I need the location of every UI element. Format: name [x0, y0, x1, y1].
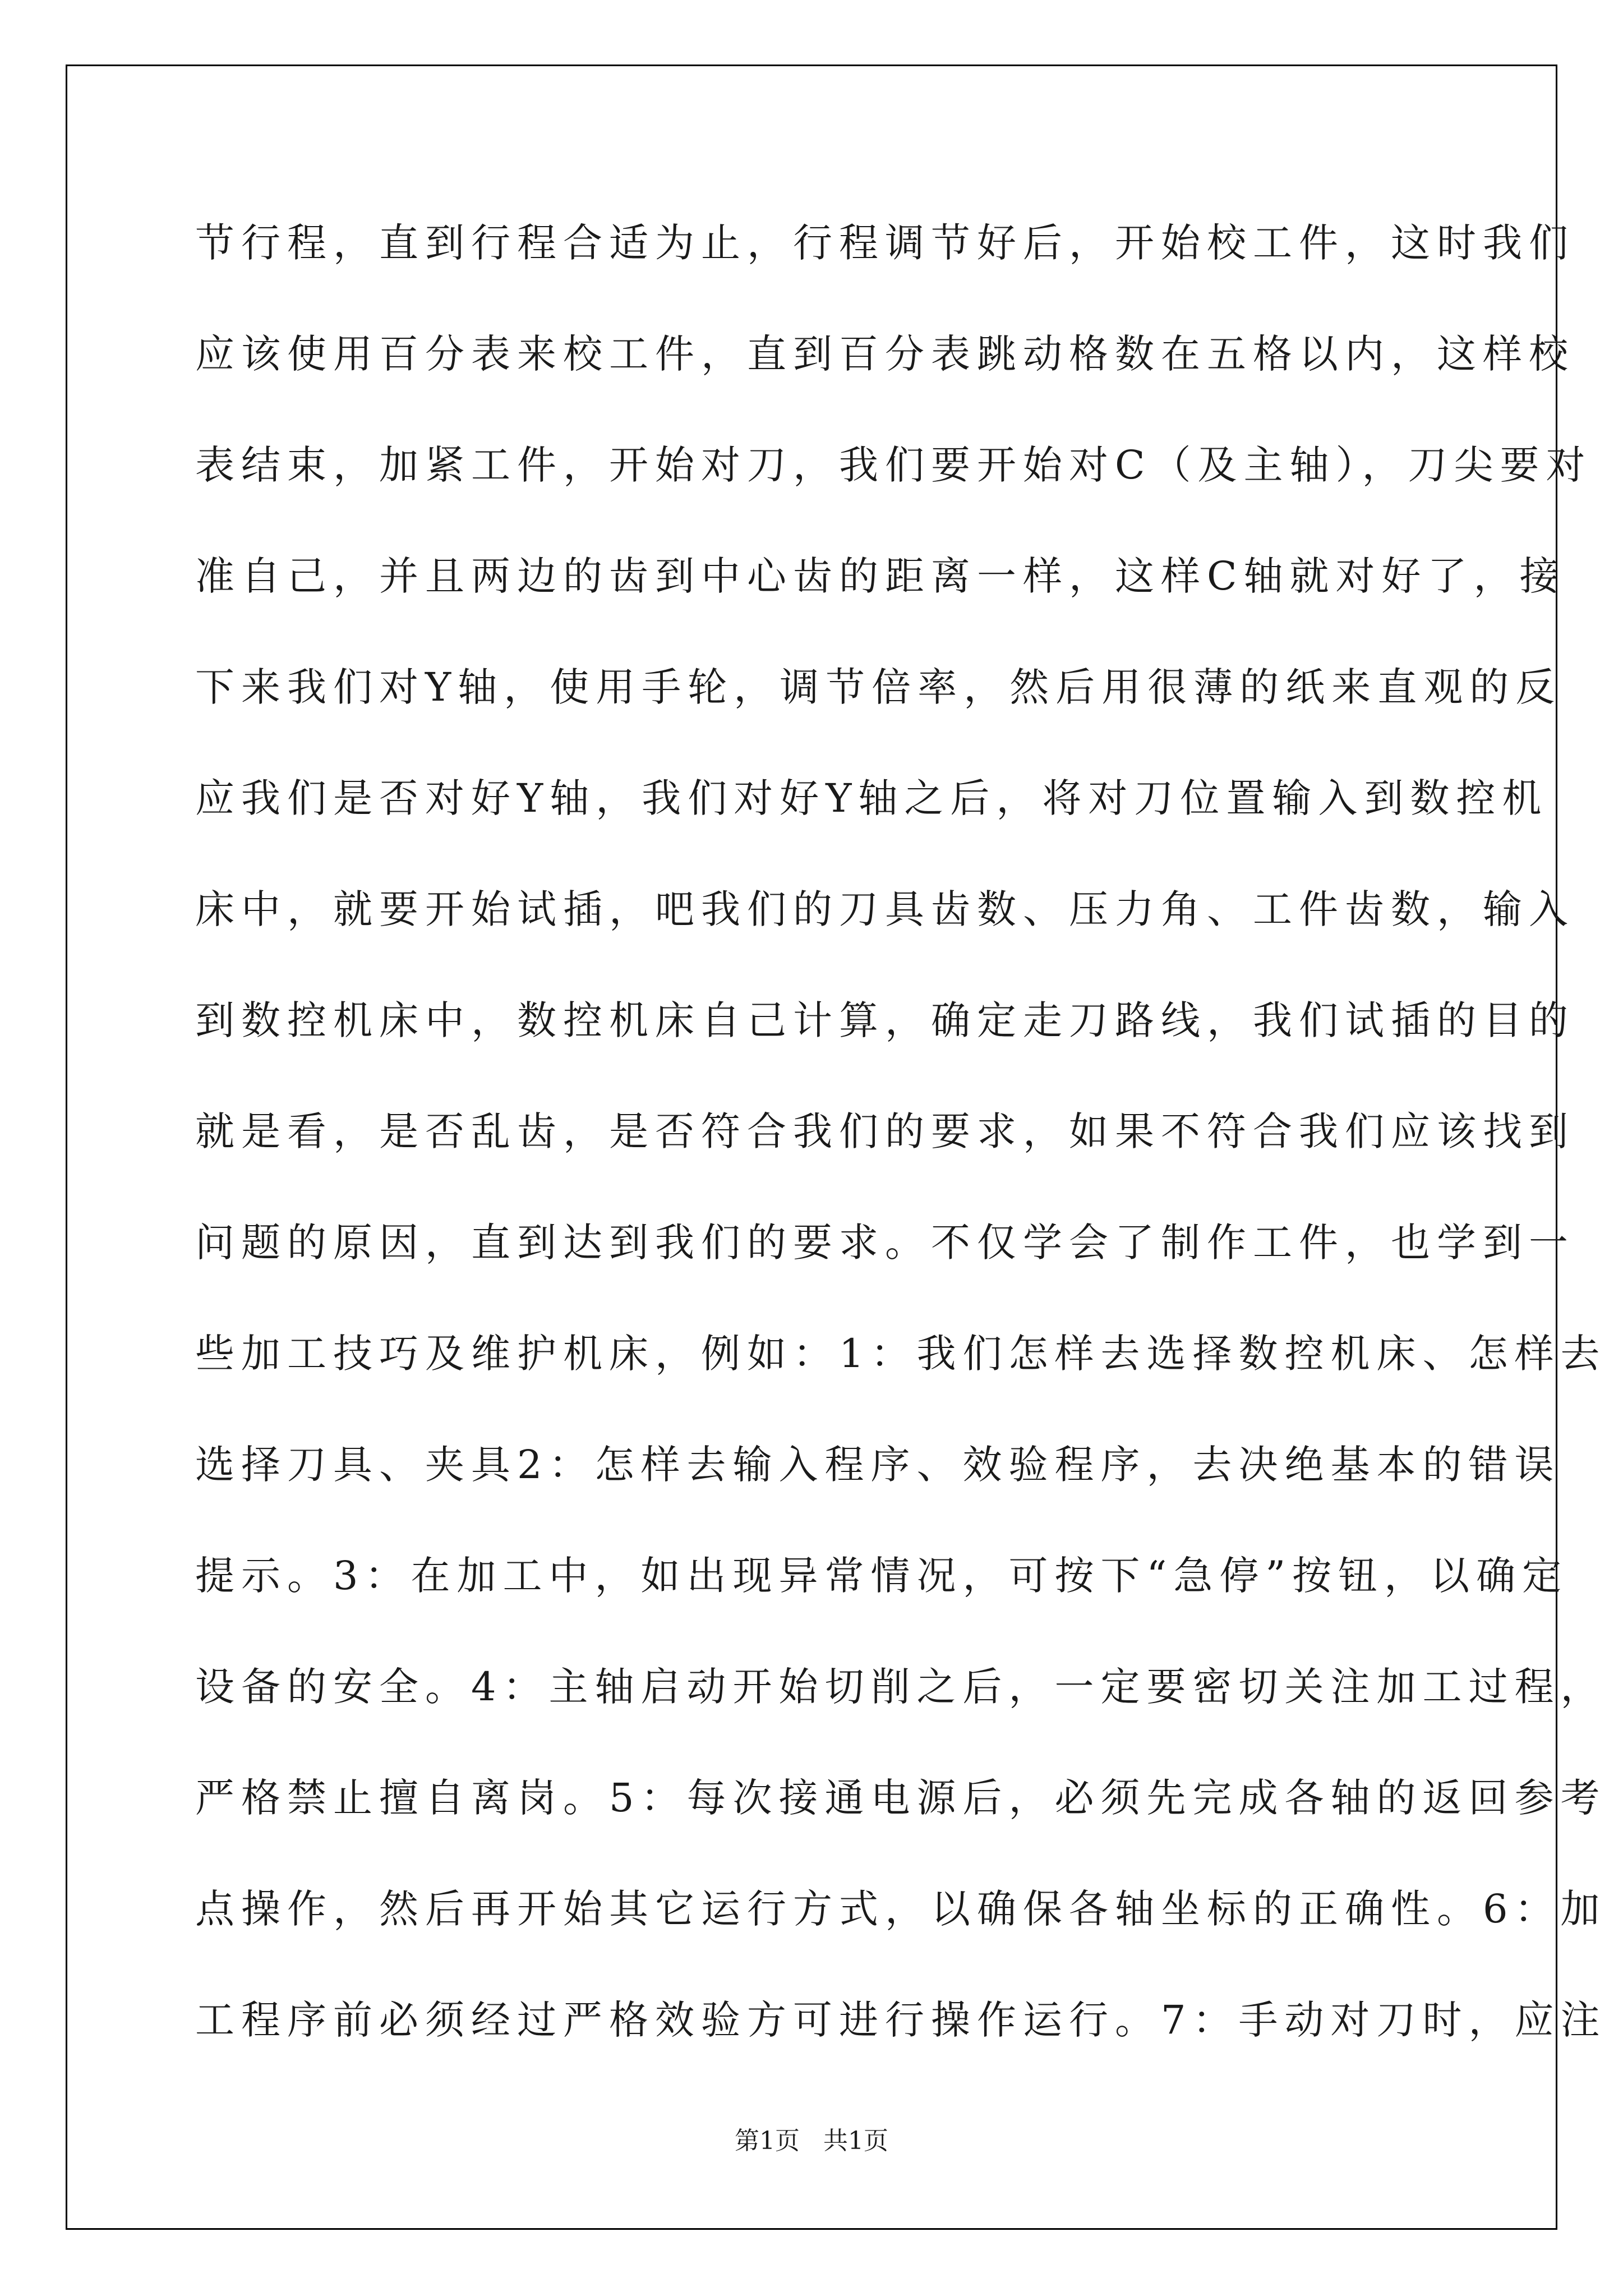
text-line: 下来我们对Y轴，使用手轮，调节倍率，然后用很薄的纸来直观的反 [195, 664, 1562, 710]
text-line: 严格禁止擅自离岗。5：每次接通电源后，必须先完成各轴的返回参考 [195, 1775, 1607, 1821]
text-line: 设备的安全。4：主轴启动开始切削之后，一定要密切关注加工过程， [195, 1664, 1607, 1710]
text-line: 节行程，直到行程合适为止，行程调节好后，开始校工件，这时我们 [195, 220, 1575, 266]
text-line: 些加工技巧及维护机床，例如：1：我们怎样去选择数控机床、怎样去 [195, 1331, 1607, 1377]
text-line: 准自己，并且两边的齿到中心齿的距离一样，这样C轴就对好了，接 [195, 553, 1566, 599]
page-number: 第1页 [735, 2127, 800, 2155]
page-footer [0, 2120, 1623, 2156]
page-total: 共1页 [823, 2127, 888, 2155]
text-line: 应该使用百分表来校工件，直到百分表跳动格数在五格以内，这样校 [195, 331, 1575, 377]
text-line: 点操作，然后再开始其它运行方式，以确保各轴坐标的正确性。6：加 [195, 1886, 1607, 1932]
text-line: 工程序前必须经过严格效验方可进行操作运行。7：手动对刀时，应注 [195, 1997, 1607, 2043]
text-line: 应我们是否对好Y轴，我们对好Y轴之后，将对刀位置输入到数控机 [195, 775, 1548, 821]
text-line: 问题的原因，直到达到我们的要求。不仅学会了制作工件，也学到一 [195, 1220, 1575, 1266]
text-line: 床中，就要开始试插，吧我们的刀具齿数、压力角、工件齿数，输入 [195, 886, 1575, 932]
body-text [195, 208, 1607, 2096]
text-line: 提示。3：在加工中，如出现异常情况，可按下“急停”按钮，以确定 [195, 1553, 1569, 1599]
text-line: 到数控机床中，数控机床自己计算，确定走刀路线，我们试插的目的 [195, 997, 1575, 1043]
text-line: 表结束，加紧工件，开始对刀，我们要开始对C（及主轴），刀尖要对 [195, 442, 1592, 488]
text-line: 就是看，是否乱齿，是否符合我们的要求，如果不符合我们应该找到 [195, 1108, 1575, 1154]
text-line: 选择刀具、夹具2：怎样去输入程序、效验程序，去决绝基本的错误 [195, 1442, 1561, 1488]
